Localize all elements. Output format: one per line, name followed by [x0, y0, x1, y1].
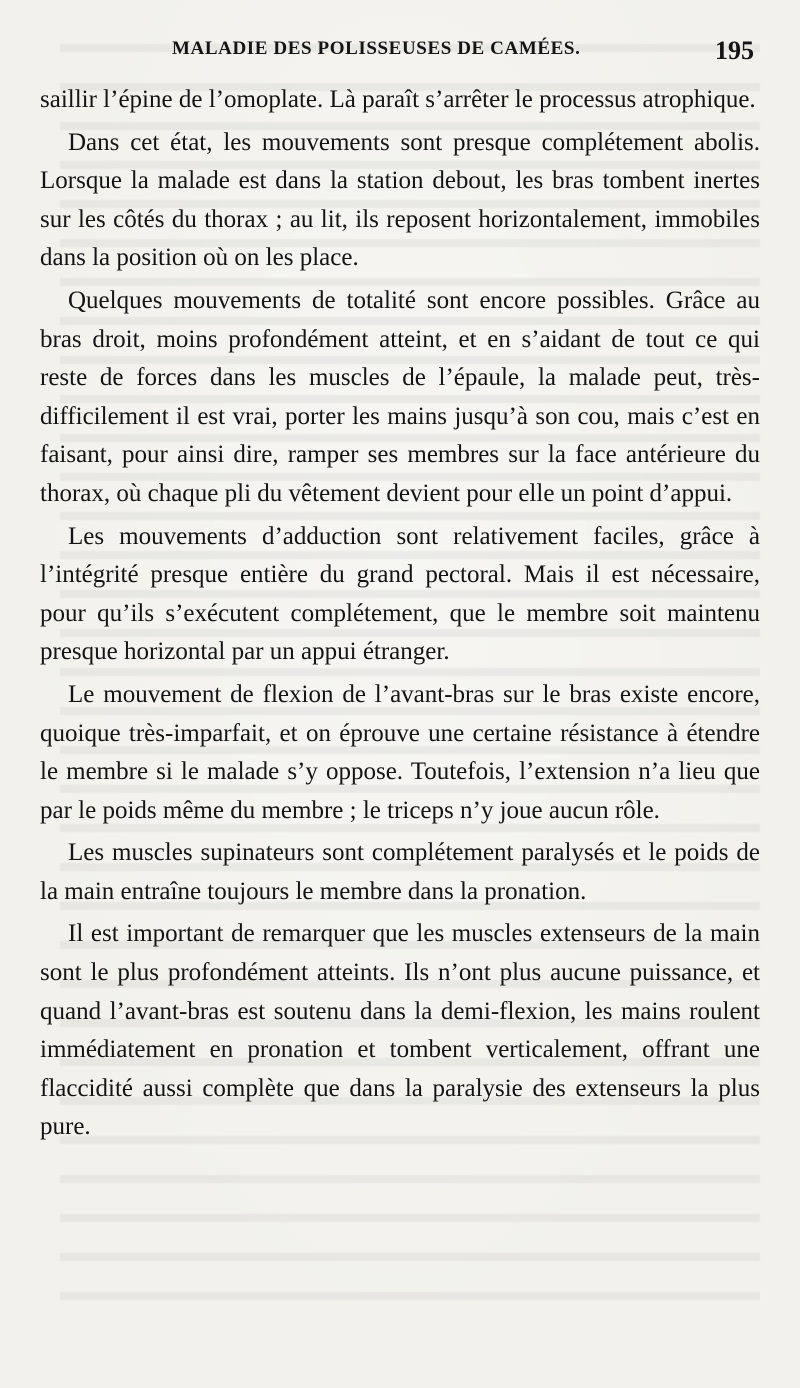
paragraph: Quelques mouvements de totalité sont encore possibles. Grâce au bras droit, moins profondément atteint, et en s’aidant de tout ce qui reste de forces dans les muscles de l’épaule, la malade peut, très-difficilement il est vrai, porter les mains jusqu’à son cou, mais c’est en faisant, pour ainsi dire, ramper ses membres sur la face antérieure du thorax, où chaque pli du vêtement devient pour elle un point d’appui.: [40, 286, 760, 507]
page-number: 195: [715, 36, 754, 65]
page-header: [40, 36, 760, 70]
paragraph: Les mouvements d’adduction sont relativement faciles, grâce à l’intégrité presque entière du grand pectoral. Mais il est nécessaire, pour qu’ils s’exécutent complétement, que le membre soit maintenu presque horizontal par un appui étranger.: [40, 522, 760, 666]
paragraph: Les muscles supinateurs sont complétement paralysés et le poids de la main entraîne toujours le membre dans la pronation.: [40, 839, 760, 905]
paragraph: Il est important de remarquer que les muscles extenseurs de la main sont le plus profondément atteints. Ils n’ont plus aucune puissance, et quand l’avant-bras est soutenu dans la demi-flexion, les mains roulent immédiatement en pronation et tombent verticalement, offrant une flaccidité aussi complète que dans la paralysie des extenseurs la plus pure.: [40, 920, 760, 1141]
body-text: [40, 81, 760, 1147]
paragraph-continuation: saillir l’épine de l’omoplate. Là paraît s’arrêter le processus atrophique.: [40, 86, 756, 113]
paragraph: Dans cet état, les mouvements sont presque complétement abolis. Lorsque la malade est dans la station debout, les bras tombent inertes sur les côtés du thorax ; au lit, ils reposent horizontalement, immobiles dans la position où on les place.: [40, 128, 760, 272]
paragraph: Le mouvement de flexion de l’avant-bras sur le bras existe encore, quoique très-imparfait, et on éprouve une certaine résistance à étendre le membre si le malade s’y oppose. Toutefois, l’extension n’a lieu que par le poids même du membre ; le triceps n’y joue aucun rôle.: [40, 680, 760, 824]
running-head: MALADIE DES POLISSEUSES DE CAMÉES.: [172, 38, 581, 59]
